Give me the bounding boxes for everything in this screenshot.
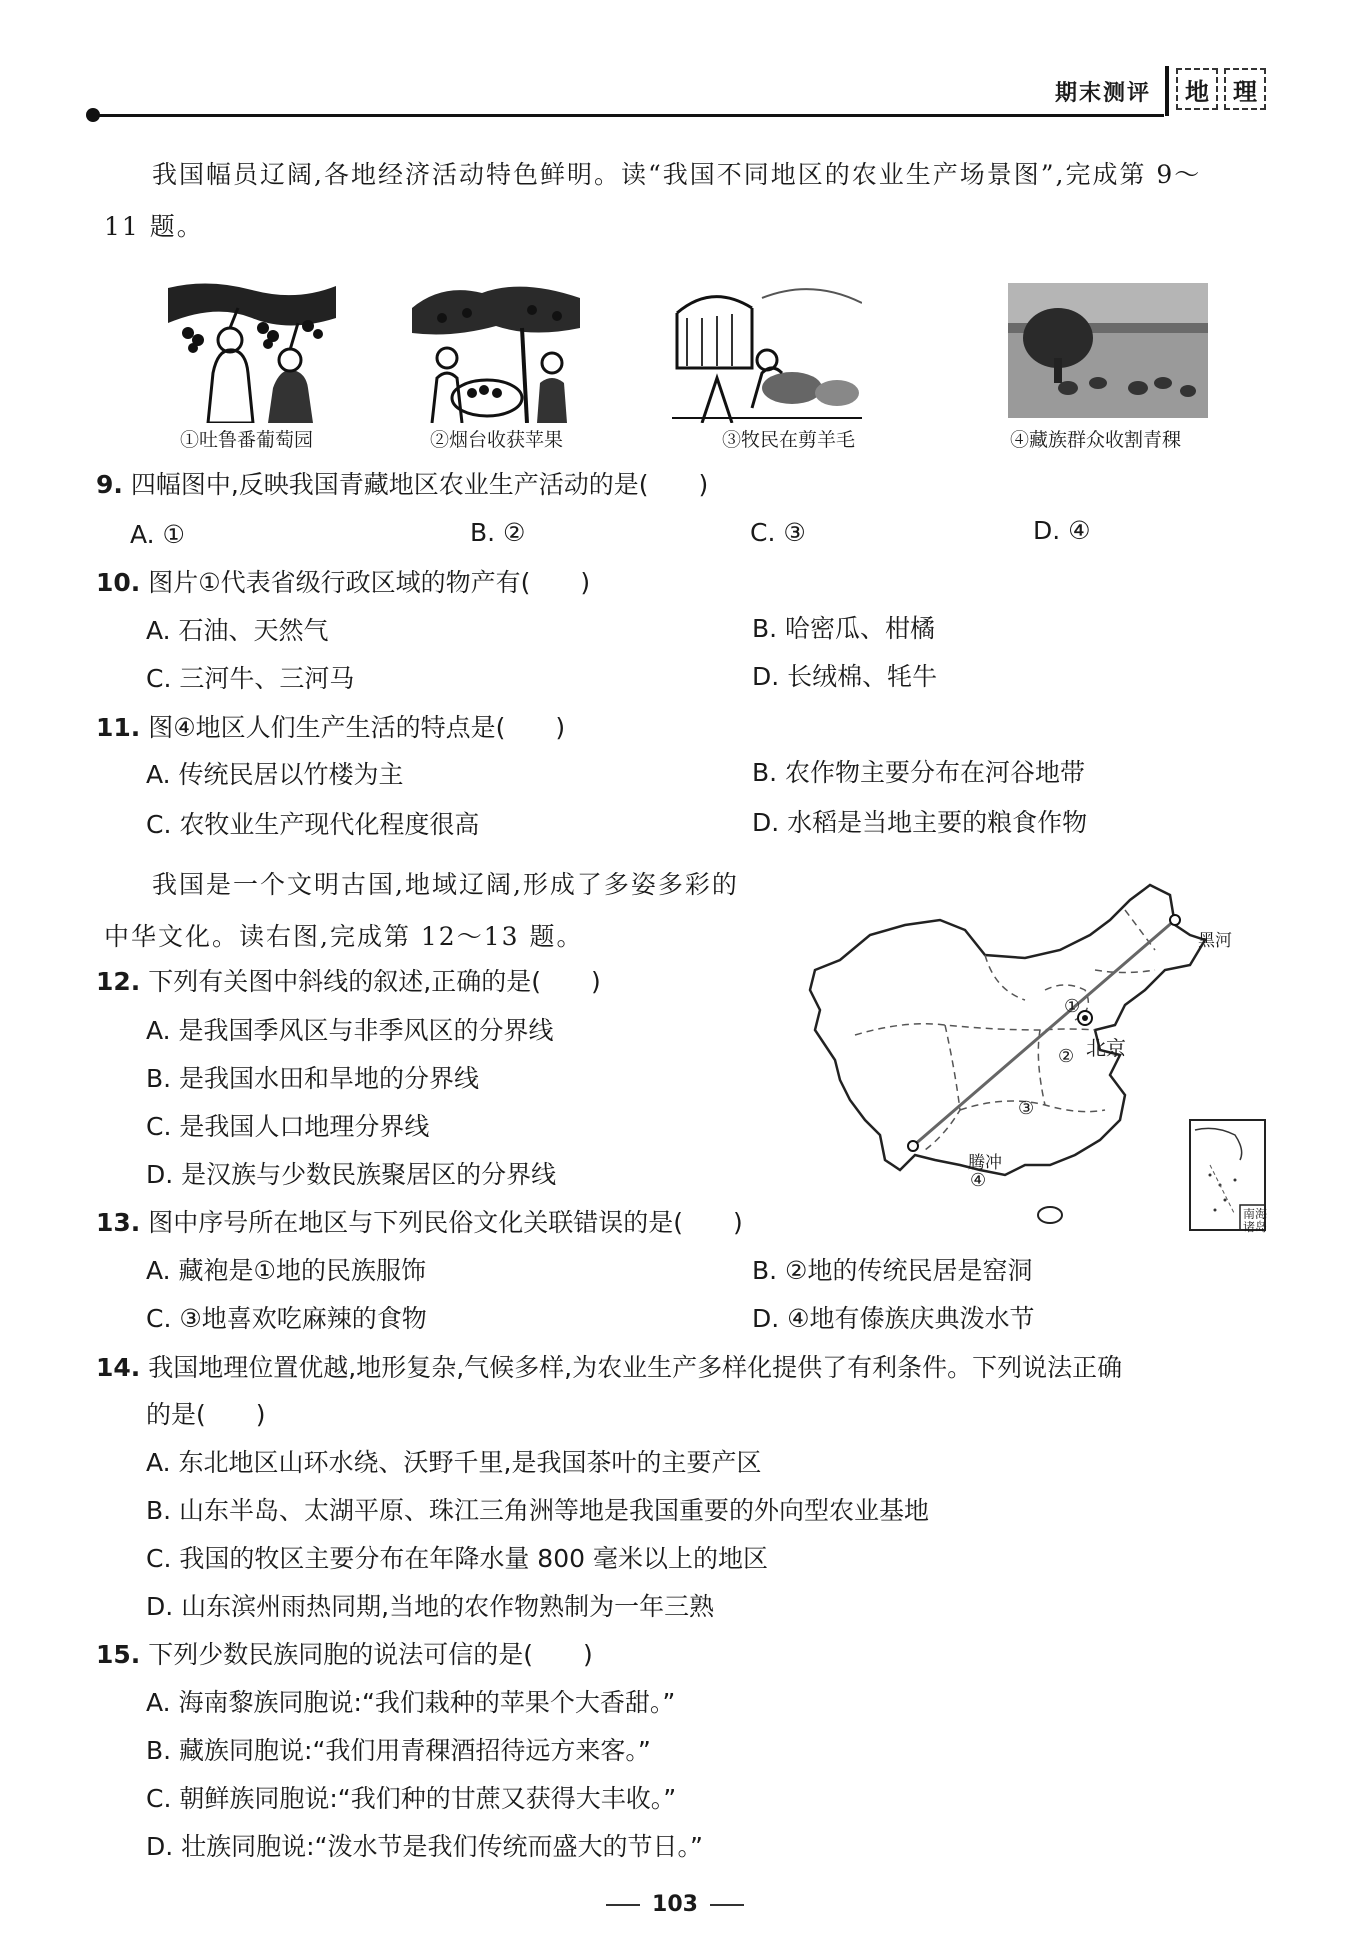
question-stem: 图④地区人们生产生活的特点是( ) <box>148 713 566 742</box>
option[interactable]: A. 传统民居以竹楼为主 <box>146 760 404 789</box>
map-label-beijing: 北京 <box>1086 1036 1126 1060</box>
question-15 <box>96 1640 593 1670</box>
question-stem-continued: 的是( ) <box>146 1400 266 1429</box>
image-caption: ④藏族群众收割青稞 <box>1010 429 1182 451</box>
question-number: 12. <box>96 967 141 996</box>
header-separator <box>1165 66 1169 116</box>
option[interactable]: B. 藏族同胞说:“我们用青稞酒招待远方来客。” <box>146 1736 651 1765</box>
map-label-south-china-sea-islands: 南海诸岛 <box>1243 1207 1268 1234</box>
question-number: 9. <box>96 470 123 499</box>
question-stem: 图片①代表省级行政区域的物产有( ) <box>148 568 591 597</box>
question-stem: 下列有关图中斜线的叙述,正确的是( ) <box>148 967 601 996</box>
option[interactable]: C. 是我国人口地理分界线 <box>146 1112 430 1141</box>
image-caption: ②烟台收获苹果 <box>430 429 564 451</box>
header-rule <box>88 114 1164 117</box>
option[interactable]: D. 水稻是当地主要的粮食作物 <box>752 808 1088 837</box>
subject-char: 地 <box>1176 68 1218 110</box>
option[interactable]: C. ③地喜欢吃麻辣的食物 <box>146 1304 427 1333</box>
option[interactable]: A. ① <box>130 520 185 549</box>
map-marker-1: ① <box>1064 996 1081 1017</box>
page-number-dash <box>606 1904 640 1906</box>
map-label-heihe: 黑河 <box>1198 931 1232 951</box>
image-caption: ①吐鲁番葡萄园 <box>180 429 314 451</box>
option[interactable]: C. 农牧业生产现代化程度很高 <box>146 810 480 839</box>
option[interactable]: D. 是汉族与少数民族聚居区的分界线 <box>146 1160 557 1189</box>
question-10 <box>96 568 590 598</box>
option[interactable]: D. ④地有傣族庆典泼水节 <box>752 1304 1035 1333</box>
question-number: 13. <box>96 1208 141 1237</box>
option[interactable]: B. 农作物主要分布在河谷地带 <box>752 758 1086 787</box>
map-label-tengchong: 腾冲 <box>968 1153 1002 1173</box>
option[interactable]: D. 山东滨州雨热同期,当地的农作物熟制为一年三熟 <box>146 1592 715 1621</box>
subject-char: 理 <box>1224 68 1266 110</box>
option[interactable]: A. 藏袍是①地的民族服饰 <box>146 1256 426 1285</box>
vineyard-illustration <box>168 278 336 423</box>
option[interactable]: C. ③ <box>750 518 806 547</box>
page-number-value: 103 <box>652 1892 698 1917</box>
map-marker-4: ④ <box>970 1170 987 1191</box>
intro-paragraph-line: 11 题。 <box>104 212 204 241</box>
page-number-dash <box>710 1904 744 1906</box>
intro-paragraph-line: 我国是一个文明古国,地域辽阔,形成了多姿多彩的 <box>152 870 739 899</box>
question-number: 10. <box>96 568 141 597</box>
page-number <box>0 1892 1350 1917</box>
question-stem: 图中序号所在地区与下列民俗文化关联错误的是( ) <box>148 1208 743 1237</box>
option[interactable]: B. ② <box>470 518 526 547</box>
option[interactable]: D. 壮族同胞说:“泼水节是我们传统而盛大的节日。” <box>146 1832 703 1861</box>
question-number: 11. <box>96 713 141 742</box>
option[interactable]: D. 长绒棉、牦牛 <box>752 662 938 691</box>
option[interactable]: A. 海南黎族同胞说:“我们栽种的苹果个大香甜。” <box>146 1688 676 1717</box>
image-caption: ③牧民在剪羊毛 <box>722 429 856 451</box>
question-9 <box>96 470 708 500</box>
option[interactable]: B. 哈密瓜、柑橘 <box>752 614 936 643</box>
option[interactable]: A. 东北地区山环水绕、沃野千里,是我国茶叶的主要产区 <box>146 1448 762 1477</box>
question-number: 14. <box>96 1353 141 1382</box>
option[interactable]: B. ②地的传统民居是窑洞 <box>752 1256 1033 1285</box>
option[interactable]: B. 是我国水田和旱地的分界线 <box>146 1064 480 1093</box>
option[interactable]: D. ④ <box>1033 516 1091 545</box>
sheep-shearing-illustration <box>672 278 862 423</box>
intro-paragraph-line: 我国幅员辽阔,各地经济活动特色鲜明。读“我国不同地区的农业生产场景图”,完成第 9～ <box>152 160 1202 189</box>
question-stem: 四幅图中,反映我国青藏地区农业生产活动的是( ) <box>130 470 709 499</box>
apple-harvest-illustration <box>412 278 580 423</box>
question-11 <box>96 713 565 743</box>
question-13 <box>96 1208 743 1238</box>
question-stem: 我国地理位置优越,地形复杂,气候多样,为农业生产多样化提供了有利条件。下列说法正确 <box>148 1353 1123 1382</box>
option[interactable]: C. 朝鲜族同胞说:“我们种的甘蔗又获得大丰收。” <box>146 1784 677 1813</box>
section-label: 期末测评 <box>1055 81 1152 106</box>
option[interactable]: C. 我国的牧区主要分布在年降水量 800 毫米以上的地区 <box>146 1544 768 1573</box>
option[interactable]: B. 山东半岛、太湖平原、珠江三角洲等地是我国重要的外向型农业基地 <box>146 1496 930 1525</box>
option[interactable]: C. 三河牛、三河马 <box>146 664 355 693</box>
intro-paragraph-line: 中华文化。读右图,完成第 12～13 题。 <box>104 922 584 951</box>
question-14 <box>96 1353 1122 1383</box>
question-stem: 下列少数民族同胞的说法可信的是( ) <box>148 1640 593 1669</box>
option[interactable]: A. 是我国季风区与非季风区的分界线 <box>146 1016 554 1045</box>
highland-barley-photo <box>1008 278 1208 423</box>
subject-label <box>1176 68 1266 110</box>
question-12 <box>96 967 601 997</box>
option[interactable]: A. 石油、天然气 <box>146 616 329 645</box>
map-marker-2: ② <box>1058 1046 1075 1067</box>
map-marker-3: ③ <box>1018 1098 1035 1119</box>
question-number: 15. <box>96 1640 141 1669</box>
